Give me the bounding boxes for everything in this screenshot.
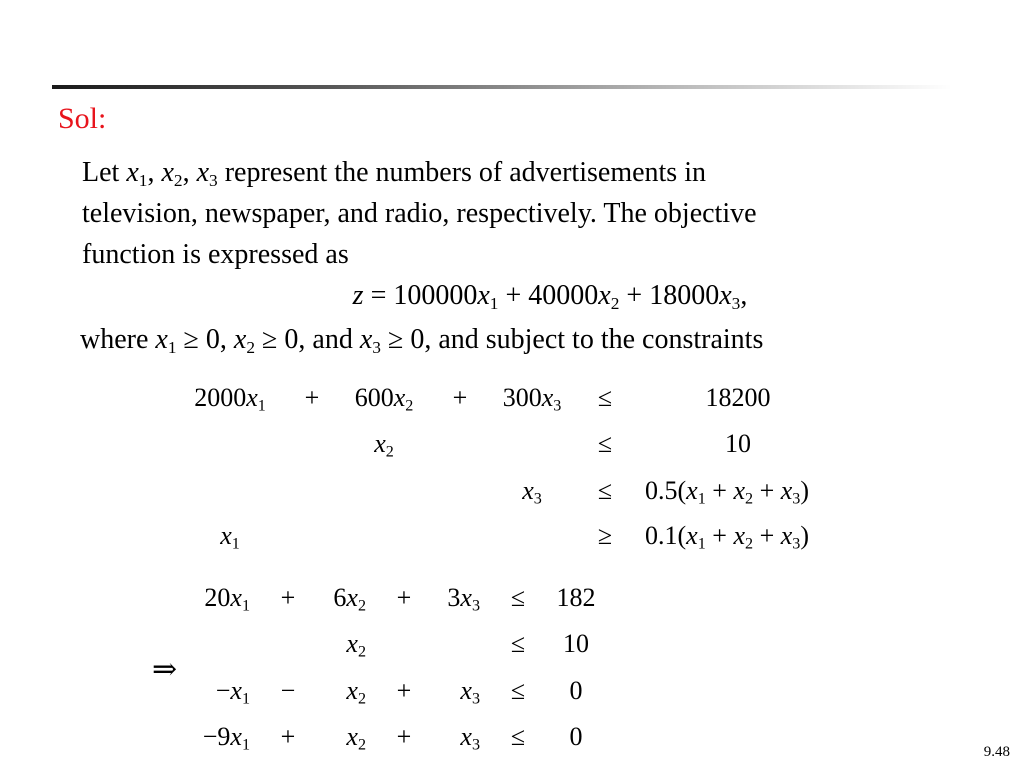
- coef: 0.1(: [645, 521, 687, 550]
- coef: 300: [502, 383, 542, 412]
- c1-r1-op1: +: [304, 383, 320, 412]
- c2-r2-term2: [346, 629, 366, 659]
- sub-3: 3: [792, 490, 801, 508]
- sub-2: 2: [357, 690, 366, 708]
- var-x: x: [733, 476, 745, 505]
- sub-1: 1: [697, 490, 706, 508]
- var-x: x: [346, 676, 358, 705]
- var-x: x: [460, 676, 472, 705]
- coef: −: [215, 676, 231, 705]
- c1-r1-term3: [503, 383, 562, 413]
- var-x: x: [220, 521, 232, 550]
- coef: 6: [333, 583, 347, 612]
- sub-3: 3: [471, 597, 480, 615]
- var-z: z: [352, 280, 364, 311]
- c1-r2-rel: ≤: [597, 429, 613, 458]
- c2-r4-op2: +: [396, 722, 412, 751]
- sub-2: 2: [385, 443, 394, 461]
- coef: −9: [202, 722, 231, 751]
- sub-1: 1: [138, 170, 148, 190]
- intro-line-1: [82, 152, 962, 193]
- coef: 2000: [194, 383, 247, 412]
- implies-arrow-icon: ⇒: [152, 653, 178, 686]
- c2-r3-op2: +: [396, 676, 412, 705]
- sub-3: 3: [792, 535, 801, 553]
- intro-line-3: function is expressed as: [82, 239, 349, 270]
- intro-line-2: television, newspaper, and radio, respectively. The objective: [82, 198, 757, 229]
- c1-r2-rhs: 10: [725, 429, 751, 458]
- sub-1: 1: [231, 535, 240, 553]
- var-x: x: [196, 157, 209, 188]
- text-let: Let: [82, 157, 127, 188]
- sub-3: 3: [553, 397, 562, 415]
- var-x: x: [230, 676, 242, 705]
- sub-3: 3: [533, 490, 542, 508]
- sub-2: 2: [173, 170, 183, 190]
- plus: +: [705, 521, 734, 550]
- var-x: x: [460, 722, 472, 751]
- var-x: x: [686, 521, 698, 550]
- c1-r3-term3: [522, 476, 542, 506]
- obj-term-1: = 100000: [363, 280, 478, 311]
- c1-r1-op2: +: [452, 383, 468, 412]
- var-x: x: [346, 629, 358, 658]
- comma: ,: [147, 157, 162, 188]
- c2-r3-term2: [346, 676, 366, 706]
- c2-r1-rel: ≤: [510, 583, 526, 612]
- coef: 0.5(: [645, 476, 687, 505]
- var-x: x: [155, 324, 168, 355]
- c2-r2-rhs: 10: [563, 629, 589, 658]
- c2-r1-term2: [333, 583, 366, 613]
- sub-2: 2: [745, 535, 754, 553]
- c2-r1-op2: +: [396, 583, 412, 612]
- c1-r4-rhs: [645, 521, 809, 551]
- plus: +: [705, 476, 734, 505]
- var-x: x: [460, 583, 472, 612]
- page-number: 9.48: [983, 744, 1010, 760]
- var-x: x: [733, 521, 745, 550]
- c1-r3-rhs: [645, 476, 809, 506]
- c2-r3-rhs: 0: [569, 676, 583, 705]
- c1-r4-rel: ≥: [597, 521, 613, 550]
- sub-2: 2: [357, 597, 366, 615]
- c2-r3-rel: ≤: [510, 676, 526, 705]
- sub-2: 2: [405, 397, 414, 415]
- sub-2: 2: [357, 643, 366, 661]
- c2-r4-term2: [346, 722, 366, 752]
- c1-r1-rhs: 18200: [705, 383, 771, 412]
- var-x: x: [686, 476, 698, 505]
- sub-3: 3: [731, 293, 741, 313]
- var-x: x: [161, 157, 174, 188]
- var-x: x: [780, 476, 793, 505]
- coef: 3: [447, 583, 461, 612]
- var-x: x: [719, 280, 732, 311]
- c1-r1-term1: [194, 383, 266, 413]
- close-paren: ): [800, 476, 810, 505]
- sub-1: 1: [241, 736, 250, 754]
- sub-2: 2: [357, 736, 366, 754]
- sub-2: 2: [745, 490, 754, 508]
- c1-r4-term1: [220, 521, 240, 551]
- var-x: x: [346, 722, 358, 751]
- comma: ,: [182, 157, 197, 188]
- sub-1: 1: [241, 597, 250, 615]
- solution-heading: Sol:: [58, 102, 107, 135]
- plus: +: [753, 476, 781, 505]
- sub-3: 3: [471, 690, 480, 708]
- obj-end: ,: [740, 280, 748, 311]
- var-x: x: [541, 383, 554, 412]
- text-where: where: [80, 324, 156, 355]
- coef: 20: [204, 583, 231, 612]
- sub-3: 3: [372, 337, 381, 357]
- title-divider: [52, 85, 952, 89]
- c1-r1-term2: [355, 383, 414, 413]
- c2-r1-rhs: 182: [556, 583, 596, 612]
- var-x: x: [393, 383, 406, 412]
- ge-zero-end: ≥ 0, and subject to the constraints: [380, 324, 764, 355]
- var-x: x: [346, 583, 358, 612]
- nonnegativity-line: [80, 324, 763, 356]
- plus: +: [753, 521, 781, 550]
- c2-r3-op1: −: [280, 676, 296, 705]
- c2-r4-rhs: 0: [569, 722, 583, 751]
- var-x: x: [477, 280, 490, 311]
- coef: 600: [354, 383, 394, 412]
- sub-3: 3: [471, 736, 480, 754]
- ge-zero: ≥ 0,: [176, 324, 234, 355]
- sub-2: 2: [246, 337, 256, 357]
- c2-r4-term3: [460, 722, 480, 752]
- c1-r1-rel: ≤: [597, 383, 613, 412]
- intro-paragraph: [82, 152, 962, 275]
- var-x: x: [522, 476, 534, 505]
- c2-r2-rel: ≤: [510, 629, 526, 658]
- c2-r1-term1: [204, 583, 250, 613]
- objective-function: [0, 280, 1024, 312]
- var-x: x: [359, 324, 373, 355]
- c1-r3-rel: ≤: [597, 476, 613, 505]
- var-x: x: [126, 157, 139, 188]
- close-paren: ): [800, 521, 810, 550]
- sub-2: 2: [610, 293, 620, 313]
- sub-3: 3: [209, 170, 218, 190]
- sub-1: 1: [241, 690, 250, 708]
- var-x: x: [230, 722, 242, 751]
- c2-r3-term3: [460, 676, 480, 706]
- var-x: x: [598, 280, 611, 311]
- var-x: x: [230, 583, 242, 612]
- sub-1: 1: [697, 535, 706, 553]
- ge-zero-and: ≥ 0, and: [255, 324, 360, 355]
- c2-r1-term3: [447, 583, 480, 613]
- c2-r4-op1: +: [280, 722, 296, 751]
- c1-r2-term2: [374, 429, 394, 459]
- obj-term-3: + 18000: [619, 280, 720, 311]
- c2-r4-term1: [203, 722, 250, 752]
- text-rest: represent the numbers of advertisements in: [217, 157, 706, 188]
- var-x: x: [246, 383, 258, 412]
- c2-r4-rel: ≤: [510, 722, 526, 751]
- obj-term-2: + 40000: [498, 280, 599, 311]
- c2-r1-op1: +: [280, 583, 296, 612]
- sub-1: 1: [489, 293, 499, 313]
- sub-1: 1: [257, 397, 266, 415]
- c2-r3-term1: [216, 676, 250, 706]
- sub-1: 1: [167, 337, 177, 357]
- var-x: x: [233, 324, 247, 355]
- var-x: x: [780, 521, 793, 550]
- var-x: x: [374, 429, 386, 458]
